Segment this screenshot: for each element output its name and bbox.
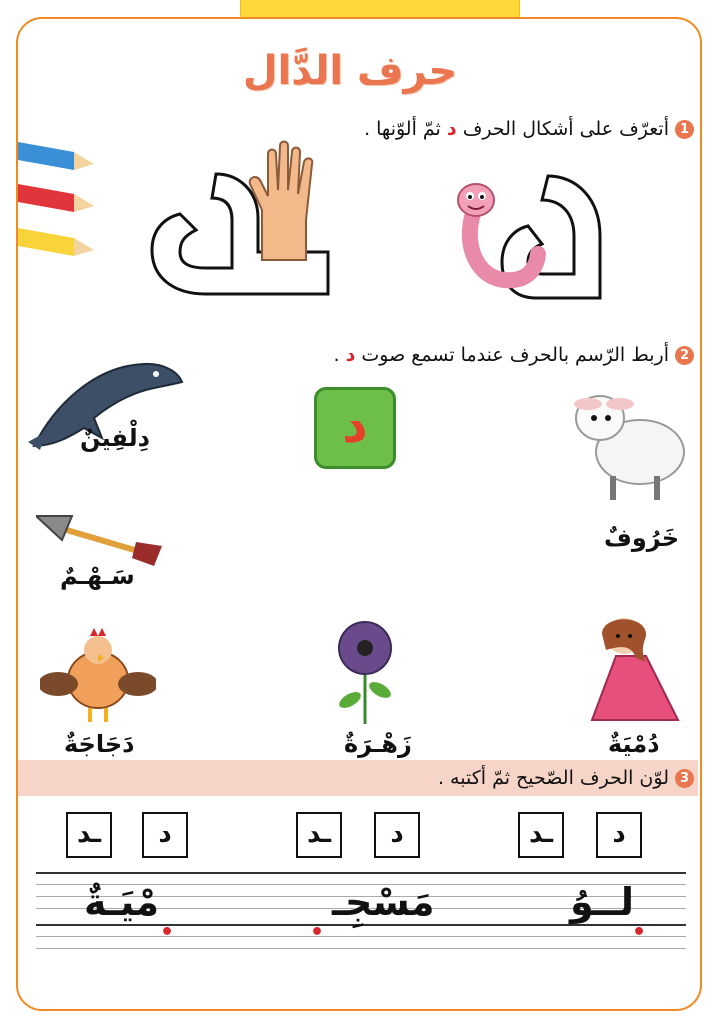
hand-icon bbox=[240, 140, 324, 270]
word-to-complete-1[interactable]: لــوُ bbox=[570, 880, 635, 924]
exercise-2-instruction bbox=[334, 344, 695, 366]
letter-card[interactable]: د bbox=[314, 387, 396, 469]
exercise-2-text: أربط الرّسم بالحرف عندما تسمع صوت bbox=[361, 344, 669, 366]
word-sheep: خَرُوفٌ bbox=[604, 524, 680, 552]
doll-icon[interactable] bbox=[566, 612, 688, 724]
colored-pencils-image bbox=[18, 134, 98, 274]
letter-box-connected[interactable]: ـد bbox=[518, 812, 564, 858]
exercise-2-text-end: . bbox=[333, 344, 340, 366]
letter-box-connected[interactable]: ـد bbox=[66, 812, 112, 858]
word-to-complete-2[interactable]: مَسْجِـ bbox=[332, 880, 435, 924]
red-pencil-icon bbox=[18, 184, 94, 212]
exercise-3-number: 3 bbox=[675, 769, 694, 788]
yellow-pencil-icon bbox=[18, 228, 94, 256]
letter-box-isolated[interactable]: د bbox=[596, 812, 642, 858]
writing-line bbox=[36, 936, 686, 937]
word-dolphin: دِلْفِينٌ bbox=[80, 424, 150, 452]
word-arrow: سَـهْـمٌ bbox=[60, 562, 135, 590]
exercise-3-instruction bbox=[438, 767, 694, 789]
blank-dot: • bbox=[632, 920, 647, 945]
page-title: حرف الدَّال bbox=[242, 48, 458, 94]
exercise-2-number: 2 bbox=[675, 346, 694, 365]
exercise-1-text: أتعرّف على أشكال الحرف bbox=[462, 118, 669, 140]
exercise-1-instruction bbox=[364, 118, 694, 140]
word-to-complete-3[interactable]: مْيَـةٌ bbox=[84, 880, 160, 924]
blank-dot: • bbox=[310, 920, 325, 945]
writing-baseline bbox=[36, 924, 686, 926]
exercise-2-letter: د bbox=[345, 344, 356, 366]
worm-icon bbox=[452, 176, 548, 296]
flower-icon[interactable] bbox=[330, 620, 400, 726]
exercise-1-text-end: ثمّ ألوّنها . bbox=[364, 118, 441, 140]
blue-pencil-icon bbox=[18, 142, 94, 170]
word-flower: زَهْـرَةٌ bbox=[344, 730, 412, 758]
letter-box-isolated[interactable]: د bbox=[374, 812, 420, 858]
letter-box-isolated[interactable]: د bbox=[142, 812, 188, 858]
exercise-1-letter: د bbox=[446, 118, 457, 140]
blank-dot: • bbox=[160, 920, 175, 945]
letter-box-connected[interactable]: ـد bbox=[296, 812, 342, 858]
hen-icon[interactable] bbox=[40, 624, 156, 724]
sheep-icon[interactable] bbox=[564, 376, 690, 504]
word-hen: دَجَاجَةٌ bbox=[64, 730, 135, 758]
writing-line bbox=[36, 948, 686, 949]
exercise-3-text: لوّن الحرف الصّحيح ثمّ أكتبه . bbox=[437, 767, 669, 789]
writing-line bbox=[36, 872, 686, 874]
exercise-1-number: 1 bbox=[675, 120, 694, 139]
word-doll: دُمْيَةٌ bbox=[608, 730, 660, 758]
